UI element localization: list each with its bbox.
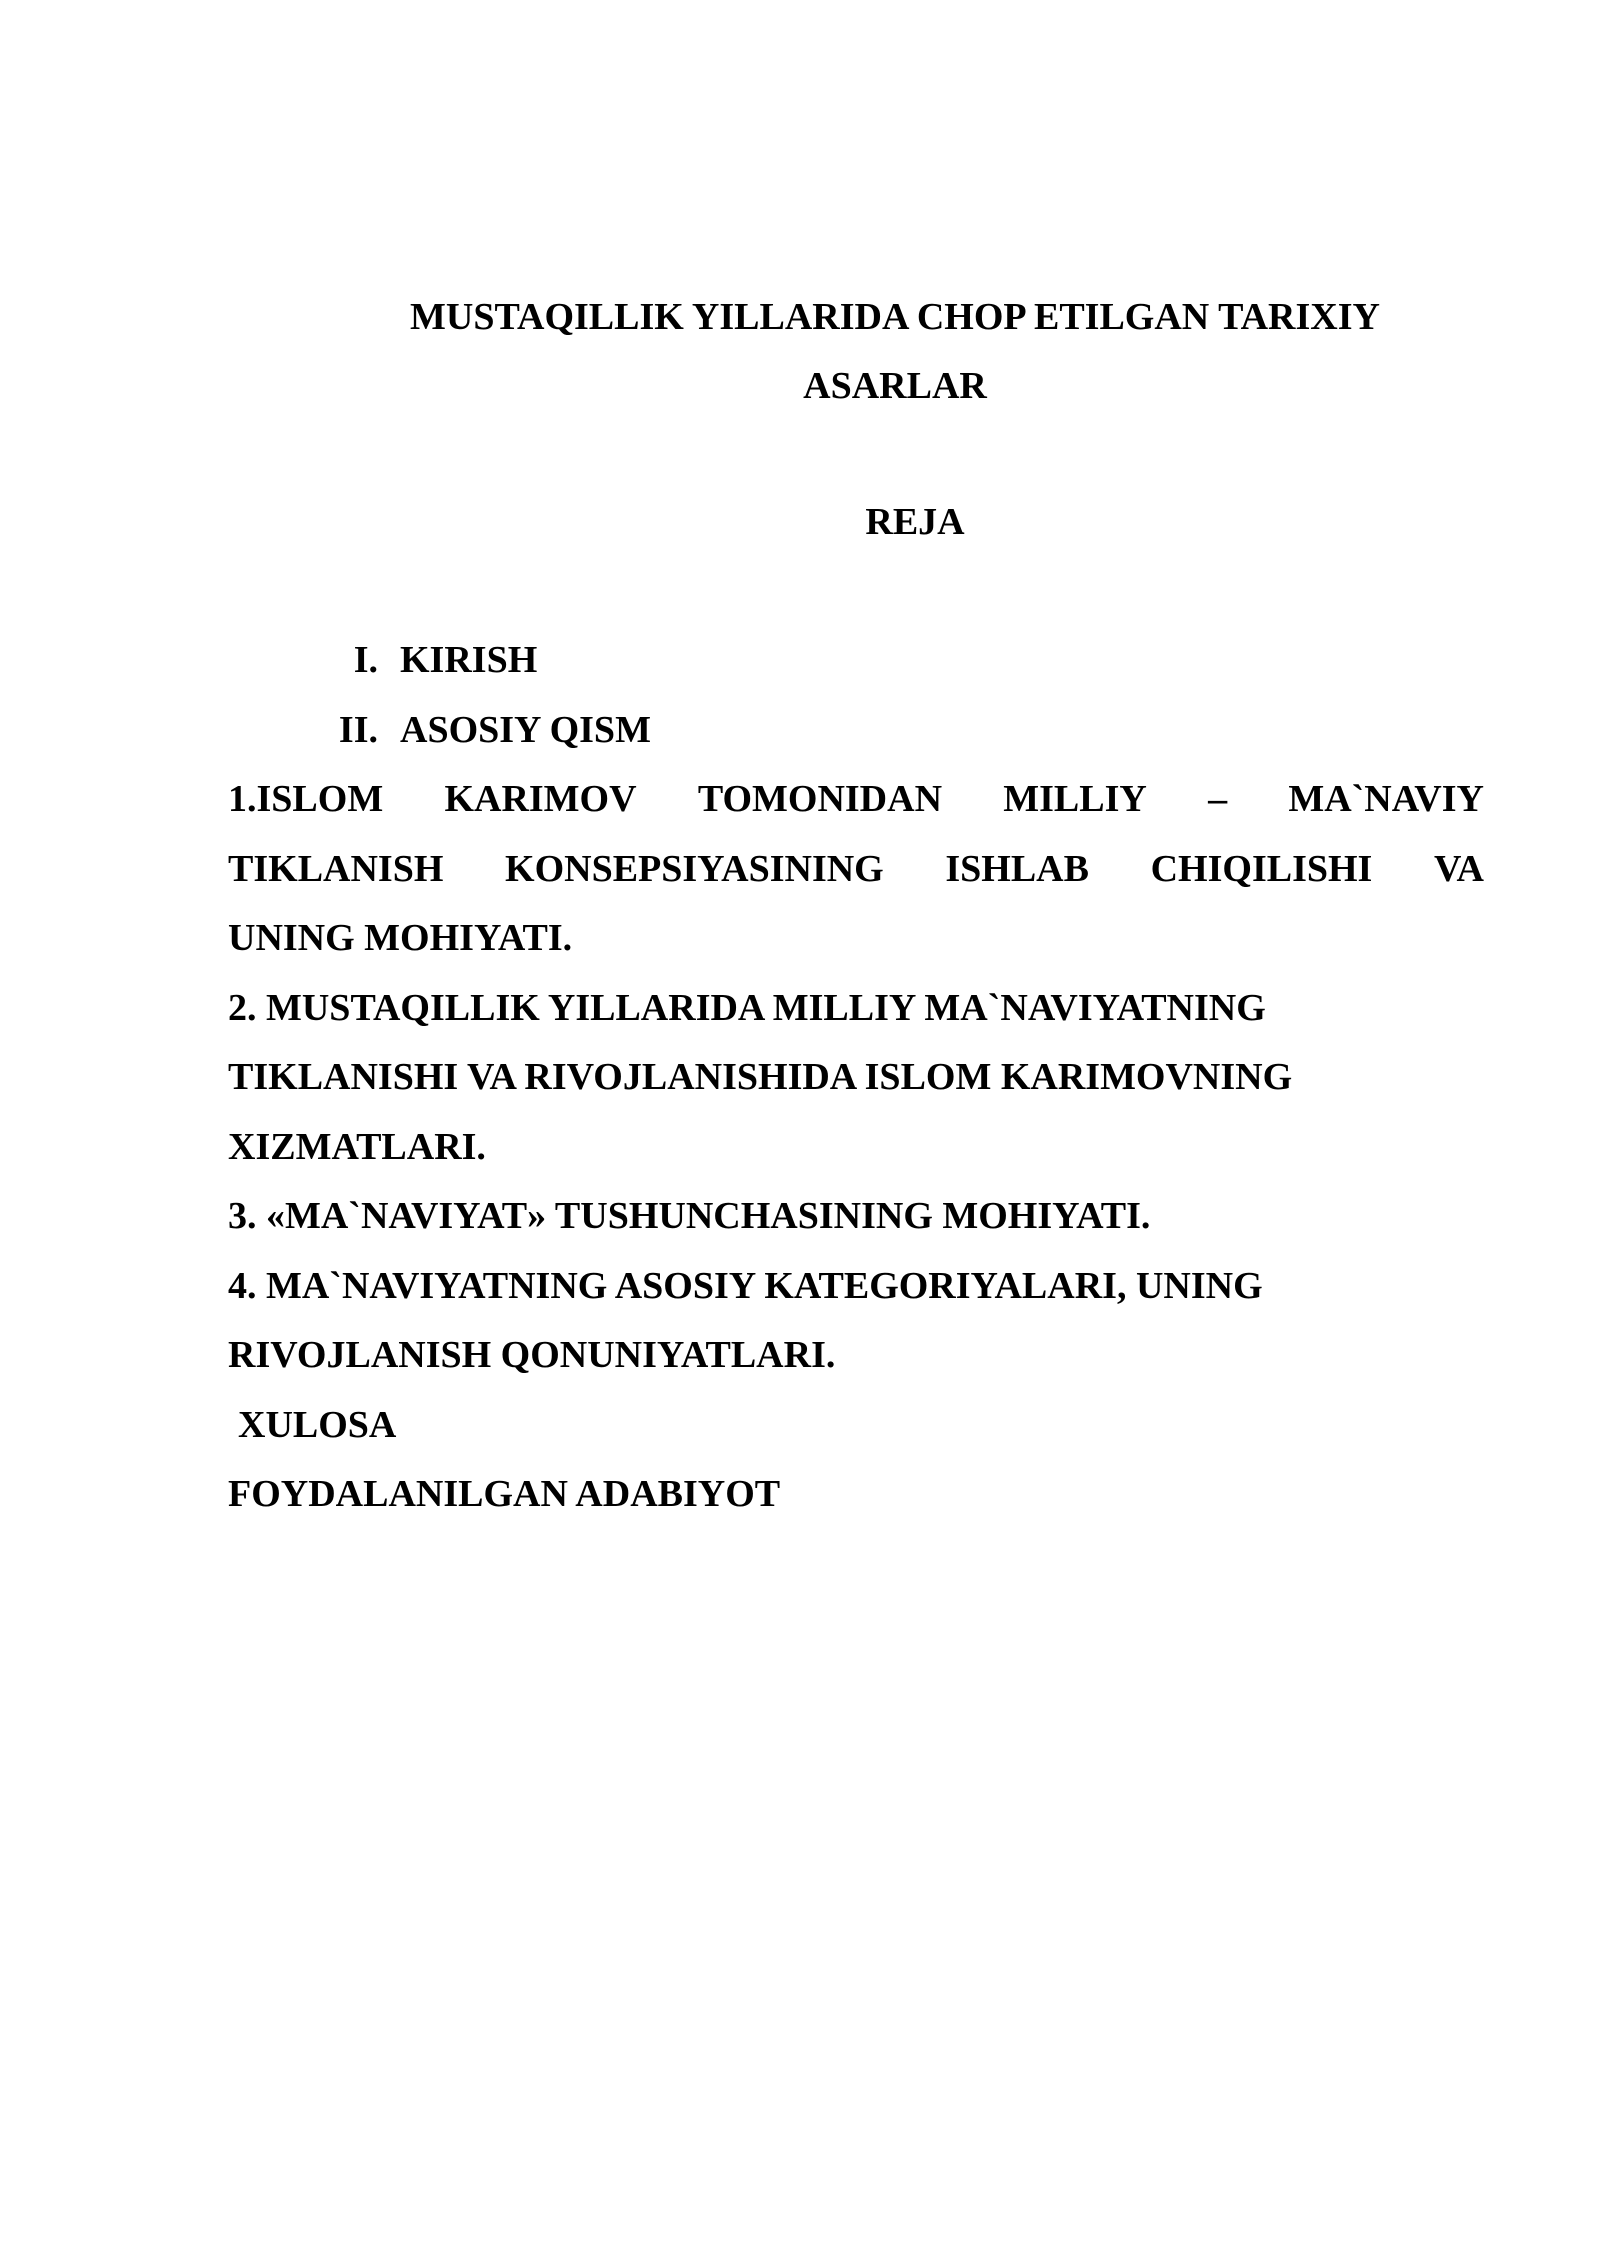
plan-item-main-part xyxy=(228,696,1484,766)
section-1 xyxy=(228,765,1484,974)
plan-contents xyxy=(228,626,1484,1530)
conclusion-heading: XULOSA xyxy=(238,1403,397,1446)
section-3 xyxy=(228,1182,1484,1252)
section-2-line-3: XIZMATLARI. xyxy=(228,1125,486,1168)
references-heading: FOYDALANILGAN ADABIYOT xyxy=(228,1473,781,1515)
section-3-line-1: 3. «MA`NAVIYAT» TUSHUNCHASINING MOHIYATI. xyxy=(228,1195,1151,1237)
plan-item-label: KIRISH xyxy=(400,639,538,681)
word: KARIMOV xyxy=(444,778,637,820)
section-1-line-2 xyxy=(228,835,1484,905)
section-2-line-2: TIKLANISHI VA RIVOJLANISHIDA ISLOM KARIMOVNING xyxy=(228,1056,1293,1098)
section-1-line-3: UNING MOHIYATI. xyxy=(228,917,573,959)
section-4-line-2: RIVOJLANISH QONUNIYATLARI. xyxy=(228,1334,836,1376)
section-4-line-1: 4. MA`NAVIYATNING ASOSIY KATEGORIYALARI, UNING xyxy=(228,1264,1263,1307)
word: ISHLAB xyxy=(945,847,1089,890)
plan-item-introduction xyxy=(228,626,1484,696)
word: TIKLANISH xyxy=(228,847,444,890)
title-line-1: MUSTAQILLIK YILLARIDA CHOP ETILGAN TARIXIY xyxy=(410,296,1380,338)
title-line-2: ASARLAR xyxy=(803,365,987,407)
word: MILLIY xyxy=(1003,778,1147,820)
plan-item-label: ASOSIY QISM xyxy=(400,708,651,751)
word: – xyxy=(1208,778,1228,820)
word: MA`NAVIY xyxy=(1288,778,1484,820)
word: VA xyxy=(1433,847,1484,890)
word: 1.ISLOM xyxy=(228,778,384,820)
document-title xyxy=(370,283,1420,421)
roman-numeral: II. xyxy=(338,708,378,751)
section-4 xyxy=(228,1252,1484,1391)
plan-heading: REJA xyxy=(865,501,965,543)
section-2 xyxy=(228,974,1484,1183)
section-1-line-1 xyxy=(228,765,1484,835)
word: TOMONIDAN xyxy=(697,778,943,820)
word: KONSEPSIYASINING xyxy=(505,847,884,890)
word: CHIQILISHI xyxy=(1150,847,1373,890)
section-2-line-1: 2. MUSTAQILLIK YILLARIDA MILLIY MA`NAVIYATNING xyxy=(228,986,1266,1029)
roman-numeral: I. xyxy=(353,639,378,681)
